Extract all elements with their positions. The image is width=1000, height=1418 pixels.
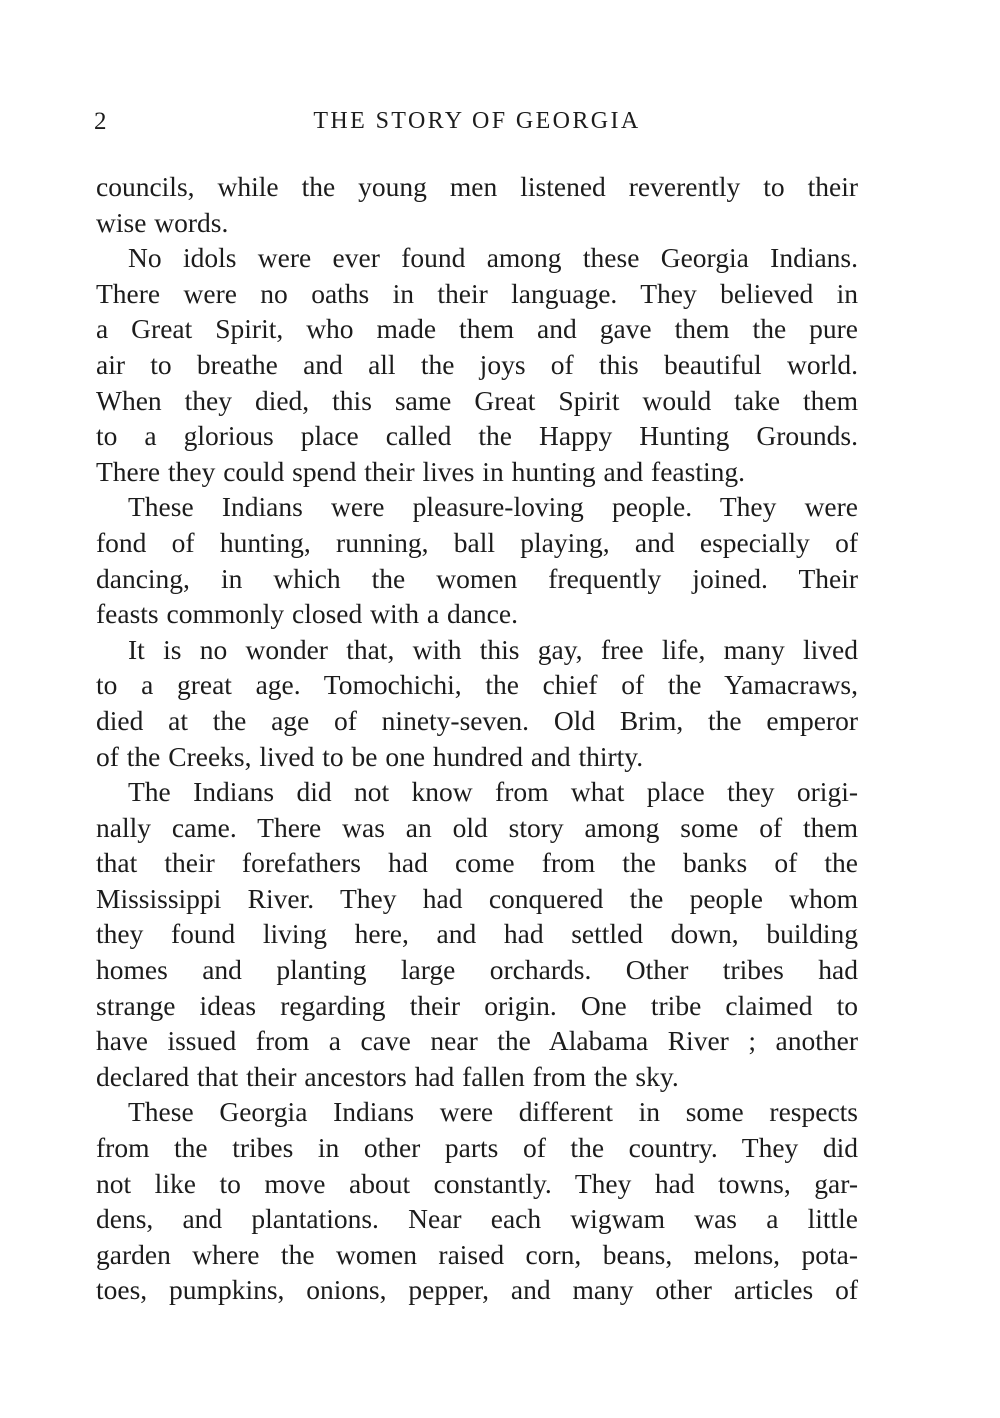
text-line: councils, while the young men listened reverently to their bbox=[96, 171, 858, 202]
text-line: There were no oaths in their language. They believed in bbox=[96, 277, 858, 309]
text-line: from the tribes in other parts of the country. They did bbox=[96, 1132, 858, 1164]
text-line: It is no wonder that, with this gay, free life, many lived bbox=[128, 633, 858, 665]
text-line: There they could spend their lives in hunting and feasting. bbox=[96, 455, 745, 487]
text-line: dens, and plantations. Near each wigwam was a little bbox=[96, 1203, 858, 1235]
text-line: feasts commonly closed with a dance. bbox=[96, 598, 518, 630]
text-line: homes and planting large orchards. Other tribes had bbox=[96, 954, 858, 986]
text-line: died at the age of ninety-seven. Old Brim, the emperor bbox=[96, 704, 858, 736]
text-line: a Great Spirit, who made them and gave them the pure bbox=[96, 313, 858, 345]
text-line: to a glorious place called the Happy Hunting Grounds. bbox=[96, 420, 858, 452]
paragraph bbox=[96, 632, 858, 774]
text-line: of the Creeks, lived to be one hundred and thirty. bbox=[96, 740, 644, 772]
paragraph bbox=[96, 489, 858, 631]
paragraph bbox=[96, 240, 858, 489]
text-line: These Georgia Indians were different in some respects bbox=[128, 1096, 858, 1128]
text-line: dancing, in which the women frequently joined. Their bbox=[96, 562, 858, 594]
text-line: nally came. There was an old story among some of them bbox=[96, 811, 858, 843]
body-text bbox=[96, 169, 858, 1308]
text-line: fond of hunting, running, ball playing, and especially of bbox=[96, 526, 858, 558]
text-line: strange ideas regarding their origin. One tribe claimed to bbox=[96, 989, 858, 1021]
text-line: air to breathe and all the joys of this beautiful world. bbox=[96, 348, 858, 380]
text-line: garden where the women raised corn, beans, melons, pota- bbox=[96, 1238, 858, 1270]
text-line: not like to move about constantly. They had towns, gar- bbox=[96, 1167, 858, 1199]
text-line: Mississippi River. They had conquered the people whom bbox=[96, 882, 858, 914]
text-line: they found living here, and had settled down, building bbox=[96, 918, 858, 950]
page-number: 2 bbox=[94, 108, 108, 135]
running-title: THE STORY OF GEORGIA bbox=[313, 108, 641, 134]
paragraph bbox=[96, 1094, 858, 1308]
text-line: to a great age. Tomochichi, the chief of the Yamacraws, bbox=[96, 669, 858, 701]
paragraph bbox=[96, 774, 858, 1094]
page-header bbox=[92, 108, 862, 144]
text-line: When they died, this same Great Spirit would take them bbox=[96, 384, 858, 416]
text-line: have issued from a cave near the Alabama River ; another bbox=[96, 1025, 858, 1057]
paragraph bbox=[96, 169, 858, 240]
text-line: toes, pumpkins, onions, pepper, and many other articles of bbox=[96, 1274, 858, 1306]
text-line: These Indians were pleasure-loving people. They were bbox=[128, 491, 858, 523]
text-line: No idols were ever found among these Georgia Indians. bbox=[128, 242, 858, 274]
text-line: The Indians did not know from what place they origi- bbox=[128, 776, 858, 808]
text-line: declared that their ancestors had fallen from the sky. bbox=[96, 1060, 679, 1092]
text-line: wise words. bbox=[96, 206, 229, 238]
text-line: that their forefathers had come from the banks of the bbox=[96, 847, 858, 879]
